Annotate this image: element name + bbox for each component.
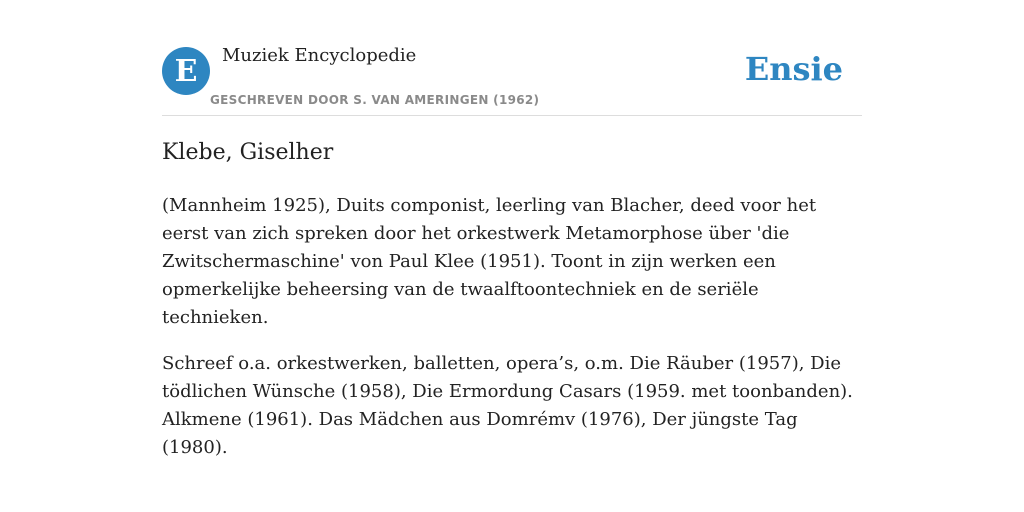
encyclopedia-name[interactable]: Muziek Encyclopedie <box>222 45 417 66</box>
author-line: GESCHREVEN DOOR S. VAN AMERINGEN (1962) <box>210 93 540 107</box>
header-divider <box>162 115 862 116</box>
article-paragraph: (Mannheim 1925), Duits componist, leerling van Blacher, deed voor het eerst van zich spreken door het orkestwerk Metamorphose über 'die Zwitschermaschine' von Paul Klee (1951). Toont in zijn werken een opmerkelijke beheersing van de twaalftoontechniek en de seriële technieken. <box>162 195 817 328</box>
ensie-logo-icon[interactable] <box>162 47 210 95</box>
article-body <box>162 192 862 480</box>
article-title: Klebe, Giselher <box>162 140 334 165</box>
article-paragraph: Schreef o.a. orkestwerken, balletten, opera’s, o.m. Die Räuber (1957), Die tödlichen Wünsche (1958), Die Ermordung Casars (1959. met toonbanden). Alkmene (1961). Das Mädchen aus Domrémv (1976), Der jüngste Tag (1980). <box>162 353 853 458</box>
logo-letter: E <box>174 53 198 89</box>
brand-link[interactable]: Ensie <box>744 50 843 88</box>
